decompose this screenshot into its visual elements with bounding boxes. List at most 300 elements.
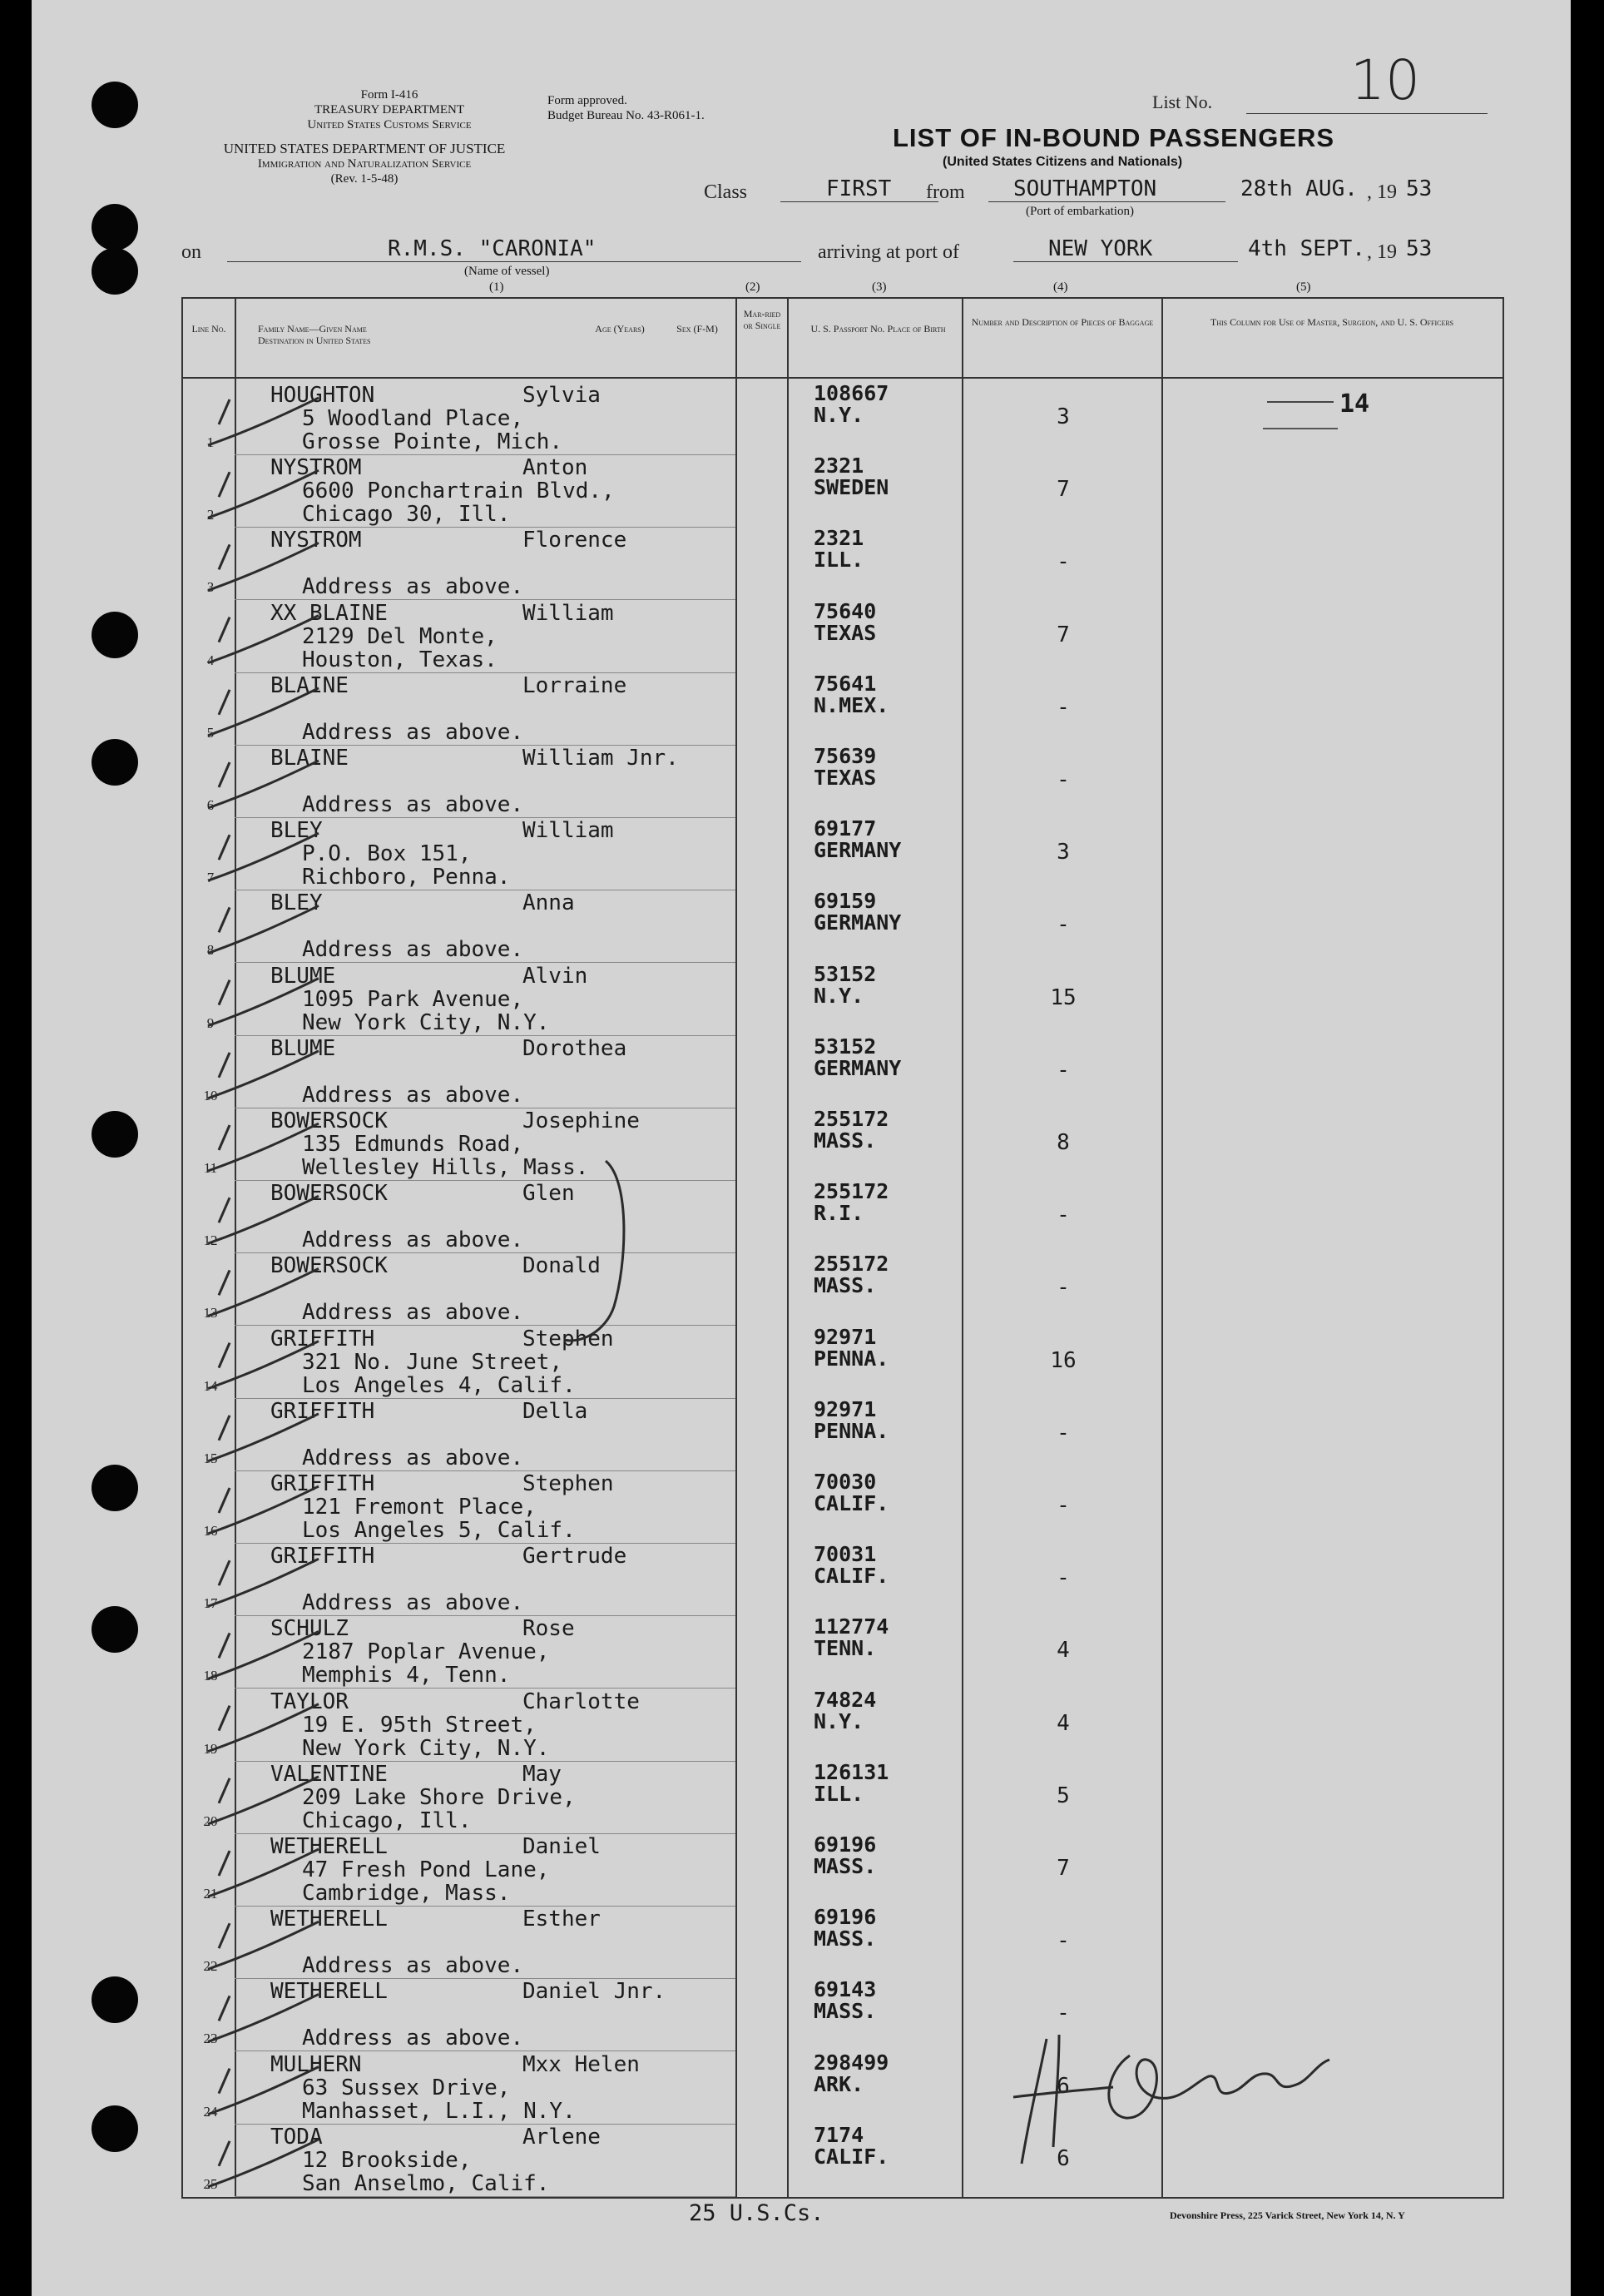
baggage-count: 4 (1057, 1638, 1070, 1664)
class-label: Class (704, 181, 748, 203)
passport-number: 92971 (814, 1324, 877, 1349)
address-line-1: 19 E. 95th Street, (302, 1712, 537, 1738)
passport-cell (814, 2052, 889, 2095)
line-number: 16 (203, 1523, 218, 1539)
table-row (32, 383, 1571, 455)
passport-number: 74824 (814, 1687, 877, 1712)
passport-cell (814, 528, 864, 571)
arrival-year: 53 (1406, 236, 1433, 261)
place-of-birth: TENN. (814, 1636, 877, 1661)
given-name: Anton (522, 455, 588, 481)
address-line-2: New York City, N.Y. (302, 1735, 550, 1761)
address-line-2: Address as above. (302, 1445, 524, 1470)
line-number: 3 (206, 579, 215, 596)
baggage-count: - (1057, 767, 1070, 792)
place-of-birth: CALIF. (814, 1491, 889, 1515)
passport-cell (814, 673, 889, 717)
arriving-label: arriving at port of (818, 241, 959, 263)
table-row (32, 1396, 1571, 1471)
family-name: BOWERSOCK (270, 1108, 388, 1133)
family-name: NYSTROM (270, 455, 362, 481)
baggage-count: - (1057, 1928, 1070, 1954)
passport-cell (814, 455, 889, 498)
passport-cell (814, 1108, 889, 1152)
embarkation-year: 53 (1406, 176, 1433, 201)
table-row (32, 528, 1571, 600)
table-row (32, 1834, 1571, 1907)
baggage-count: - (1057, 1203, 1070, 1228)
form-approved-text: Form approved. (547, 94, 627, 107)
passport-number: 69177 (814, 816, 877, 841)
passport-cell (814, 890, 901, 934)
header-sex: Sex (F-M) (676, 323, 718, 335)
baggage-count: 6 (1057, 2073, 1070, 2099)
passport-cell (814, 1471, 889, 1515)
family-name: TAYLOR (270, 1689, 349, 1714)
passport-number: 69159 (814, 889, 877, 914)
header-married: Mar-ried or Single (743, 308, 781, 331)
address-line-2: Grosse Pointe, Mich. (302, 429, 563, 454)
class-value: FIRST (826, 176, 892, 201)
passport-number: 53152 (814, 961, 877, 986)
address-line-2: Los Angeles 5, Calif. (302, 1518, 576, 1543)
address-line-1: 47 Fresh Pond Lane, (302, 1857, 550, 1882)
address-line-1: 1095 Park Avenue, (302, 986, 524, 1012)
line-number: 11 (203, 1160, 218, 1176)
given-name: Della (522, 1398, 588, 1424)
baggage-count: - (1057, 1057, 1070, 1083)
table-row (32, 1181, 1571, 1253)
address-line-1: 2187 Poplar Avenue, (302, 1639, 550, 1665)
passport-cell (814, 2122, 889, 2169)
passport-number: 255172 (814, 1252, 889, 1277)
line-number: 19 (203, 1740, 218, 1757)
address-line-2: Richboro, Penna. (302, 865, 511, 890)
passport-number: 75640 (814, 598, 877, 623)
col-num-1: (1) (489, 280, 504, 294)
page-subtitle: (United States Citizens and Nationals) (943, 155, 1183, 169)
table-top-border (181, 297, 1504, 299)
line-number: 21 (203, 1886, 218, 1902)
passport-cell (814, 1181, 889, 1224)
table-row (32, 2122, 1571, 2197)
address-line-1: P.O. Box 151, (302, 841, 472, 867)
given-name: Alvin (522, 963, 588, 989)
given-name: Gertrude (522, 1544, 627, 1570)
place-of-birth: N.MEX. (814, 692, 889, 717)
place-of-birth: MASS. (814, 1854, 877, 1878)
header-family-name: Family Name—Given Name (258, 323, 367, 335)
immigration-service: Immigration and Naturalization Service (257, 157, 472, 171)
family-name: VALENTINE (270, 1761, 388, 1787)
place-of-birth: N.Y. (814, 983, 864, 1008)
passport-cell (814, 1979, 876, 2022)
passport-cell (814, 1907, 876, 1950)
address-line-1: 5 Woodland Place, (302, 406, 524, 431)
col-num-3: (3) (872, 280, 887, 294)
port-caption: (Port of embarkation) (1026, 205, 1134, 218)
given-name: Stephen (522, 1326, 614, 1351)
baggage-count: 8 (1057, 1130, 1070, 1155)
address-line-1: 121 Fremont Place, (302, 1495, 537, 1520)
address-line-2: Address as above. (302, 792, 524, 817)
address-line-2: Address as above. (302, 574, 524, 600)
address-line-2: Manhasset, L.I., N.Y. (302, 2098, 576, 2124)
place-of-birth: GERMANY (814, 838, 902, 863)
list-number-line (1246, 113, 1488, 114)
table-row (32, 1108, 1571, 1181)
passport-number: 75641 (814, 671, 877, 696)
passport-number: 53152 (814, 1034, 877, 1059)
table-header-border (181, 377, 1504, 379)
address-line-2: Address as above. (302, 1227, 524, 1253)
place-of-birth: MASS. (814, 1927, 877, 1951)
passport-number: 70030 (814, 1470, 877, 1494)
passport-cell (814, 383, 889, 426)
baggage-count: - (1057, 1275, 1070, 1301)
class-underline (780, 201, 938, 202)
place-of-birth: N.Y. (814, 403, 864, 427)
table-row (32, 1324, 1571, 1399)
baggage-count: 4 (1057, 1710, 1070, 1736)
family-name: HOUGHTON (270, 383, 375, 408)
from-label: from (926, 181, 965, 203)
table-row (32, 1759, 1571, 1834)
family-name: WETHERELL (270, 1907, 388, 1932)
family-name: BLAINE (270, 672, 349, 698)
family-name: BLUME (270, 963, 336, 989)
vessel-name: R.M.S. "CARONIA" (388, 236, 597, 261)
table-row (32, 455, 1571, 528)
passport-number: 126131 (814, 1759, 889, 1784)
col-num-2: (2) (745, 280, 760, 294)
table-row (32, 818, 1571, 890)
address-line-2: Address as above. (302, 719, 524, 745)
baggage-count: 7 (1057, 622, 1070, 647)
family-name: GRIFFITH (270, 1398, 375, 1424)
justice-dept: UNITED STATES DEPARTMENT OF JUSTICE (223, 141, 506, 156)
given-name: William (522, 818, 614, 844)
family-name: BLAINE (270, 746, 349, 771)
baggage-count: 7 (1057, 1856, 1070, 1881)
address-line-2: Address as above. (302, 1953, 524, 1979)
place-of-birth: PENNA. (814, 1346, 889, 1371)
header-age: Age (Years) (595, 323, 645, 335)
table-row (32, 1471, 1571, 1544)
place-of-birth: MASS. (814, 1128, 877, 1153)
place-of-birth: R.I. (814, 1201, 864, 1226)
passport-cell (814, 1324, 889, 1371)
given-name: Glen (522, 1181, 575, 1207)
arrival-port: NEW YORK (1048, 236, 1153, 261)
line-number: 6 (206, 797, 215, 813)
passport-number: 112774 (814, 1614, 889, 1639)
line-number: 24 (203, 2103, 218, 2120)
given-name: Florence (522, 528, 627, 553)
given-name: Mxx Helen (522, 2051, 640, 2077)
passport-cell (814, 1616, 889, 1659)
family-name: XX BLAINE (270, 600, 388, 626)
arrival-date: 4th SEPT. (1248, 236, 1365, 261)
table-row (32, 673, 1571, 746)
line-number: 20 (203, 1813, 218, 1829)
given-name: Dorothea (522, 1035, 627, 1061)
passport-cell (814, 1759, 889, 1806)
baggage-count: 6 (1057, 2145, 1070, 2171)
address-line-2: Address as above. (302, 1082, 524, 1108)
passport-number: 255172 (814, 1179, 889, 1204)
line-number: 7 (206, 870, 215, 886)
treasury-dept: TREASURY DEPARTMENT (314, 103, 465, 117)
passport-cell (814, 1253, 889, 1297)
line-number: 4 (206, 652, 215, 668)
family-name: WETHERELL (270, 1834, 388, 1859)
family-name: BLEY (270, 890, 323, 916)
address-line-1: 2129 Del Monte, (302, 623, 498, 649)
line-number: 9 (206, 1014, 215, 1031)
line-number: 18 (203, 1668, 218, 1684)
form-header-left (281, 87, 498, 132)
line-number: 25 (203, 2175, 218, 2192)
given-name: Charlotte (522, 1689, 640, 1714)
address-line-2: Address as above. (302, 2026, 524, 2051)
family-name: MULHERN (270, 2051, 362, 2077)
embarkation-date: 28th AUG. (1240, 176, 1358, 201)
punch-hole (92, 82, 138, 128)
family-name: BOWERSOCK (270, 1253, 388, 1279)
address-line-2: Cambridge, Mass. (302, 1881, 511, 1906)
given-name: Sylvia (522, 383, 601, 408)
passport-number: 2321 (814, 454, 864, 479)
footer-total: 25 U.S.Cs. (689, 2200, 824, 2226)
table-row (32, 2052, 1571, 2125)
passport-cell (814, 1396, 889, 1443)
given-name: Arlene (522, 2124, 601, 2150)
family-name: GRIFFITH (270, 1471, 375, 1496)
passport-number: 7174 (814, 2122, 864, 2147)
address-line-2: Memphis 4, Tenn. (302, 1663, 511, 1689)
given-name: Lorraine (522, 672, 627, 698)
baggage-count: - (1057, 549, 1070, 575)
family-name: BOWERSOCK (270, 1181, 388, 1207)
place-of-birth: N.Y. (814, 1708, 864, 1733)
passport-number: 92971 (814, 1396, 877, 1421)
header-destination: Destination in United States (258, 335, 371, 346)
line-number: 13 (203, 1305, 218, 1322)
line-number: 23 (203, 2031, 218, 2047)
header-line-no: Line No. (191, 323, 226, 335)
passport-cell (814, 598, 877, 645)
place-of-birth: MASS. (814, 1999, 877, 2024)
on-label: on (181, 241, 201, 263)
header-passport: U. S. Passport No. Place of Birth (810, 323, 946, 335)
place-of-birth: GERMANY (814, 910, 902, 935)
baggage-count: 16 (1050, 1347, 1077, 1373)
revision-date: (Rev. 1-5-48) (330, 172, 399, 186)
arrival-port-underline (1013, 261, 1238, 262)
table-row (32, 1907, 1571, 1979)
passport-number: 2321 (814, 526, 864, 551)
header-baggage: Number and Description of Pieces of Baggage (971, 316, 1154, 328)
address-line-2: Address as above. (302, 1590, 524, 1616)
baggage-count: - (1057, 1493, 1070, 1518)
line-number: 15 (203, 1450, 218, 1466)
passport-number: 298499 (814, 2050, 889, 2075)
baggage-count: 3 (1057, 404, 1070, 429)
family-name: TODA (270, 2124, 323, 2150)
baggage-count: - (1057, 694, 1070, 720)
table-row (32, 1036, 1571, 1108)
baggage-count: 3 (1057, 840, 1070, 865)
address-line-2: Houston, Texas. (302, 647, 498, 672)
table-row (32, 890, 1571, 963)
baggage-count: - (1057, 1420, 1070, 1446)
handwritten-signature (988, 2014, 1338, 2180)
place-of-birth: CALIF. (814, 1564, 889, 1589)
line-number: 8 (206, 942, 215, 959)
passport-number: 75639 (814, 744, 877, 768)
given-name: William (522, 600, 614, 626)
given-name: May (522, 1761, 562, 1787)
passport-number: 69196 (814, 1832, 877, 1857)
address-line-1: 135 Edmunds Road, (302, 1132, 524, 1157)
officer-note: 14 (1339, 389, 1370, 419)
line-number: 10 (203, 1087, 218, 1103)
family-name: NYSTROM (270, 528, 362, 553)
place-of-birth: PENNA. (814, 1418, 889, 1443)
address-line-1: 209 Lake Shore Drive, (302, 1784, 576, 1810)
family-name: BLEY (270, 818, 323, 844)
table-row (32, 1544, 1571, 1616)
line-number: 22 (203, 1958, 218, 1975)
passport-number: 69196 (814, 1905, 877, 1930)
place-of-birth: CALIF. (814, 2144, 889, 2169)
col-num-4: (4) (1053, 280, 1068, 294)
baggage-count: - (1057, 1565, 1070, 1591)
passport-cell (814, 1834, 876, 1877)
family-name: GRIFFITH (270, 1544, 375, 1570)
address-line-2: San Anselmo, Calif. (302, 2170, 550, 2196)
passport-cell (814, 818, 901, 861)
given-name: Donald (522, 1253, 601, 1279)
table-row (32, 746, 1571, 818)
place-of-birth: ILL. (814, 548, 864, 573)
punch-hole (92, 248, 138, 295)
form-number: Form I-416 (360, 88, 418, 102)
arrival-year-prefix: , 19 (1367, 241, 1397, 263)
line-number: 14 (203, 1377, 218, 1394)
family-name: BLUME (270, 1035, 336, 1061)
header-officers: This Column for Use of Master, Surgeon, and U. S. Officers (1210, 316, 1454, 328)
given-name: Rose (522, 1616, 575, 1642)
vessel-caption: (Name of vessel) (464, 265, 550, 278)
address-line-2: Address as above. (302, 1300, 524, 1326)
customs-service: United States Customs Service (307, 118, 472, 131)
passport-cell (814, 746, 876, 789)
table-row (32, 1979, 1571, 2051)
given-name: Anna (522, 890, 575, 916)
given-name: Daniel Jnr. (522, 1979, 666, 2005)
passport-cell (814, 1689, 876, 1733)
line-number: 17 (203, 1595, 218, 1612)
passport-number: 108667 (814, 381, 889, 405)
place-of-birth: MASS. (814, 1273, 877, 1298)
given-name: Esther (522, 1907, 601, 1932)
place-of-birth: ARK. (814, 2071, 864, 2096)
manifest-page (32, 0, 1571, 2296)
col-num-5: (5) (1296, 280, 1311, 294)
address-line-2: Chicago 30, Ill. (302, 502, 511, 528)
printer-imprint: Devonshire Press, 225 Varick Street, New York 14, N. Y (1170, 2209, 1405, 2221)
list-number-label: List No. (1152, 92, 1213, 112)
table-row (32, 961, 1571, 1036)
address-line-2: Address as above. (302, 937, 524, 963)
line-number: 12 (203, 1232, 218, 1249)
table-row (32, 1689, 1571, 1762)
list-number-handwritten: 10 (1350, 48, 1420, 112)
place-of-birth: TEXAS (814, 766, 877, 790)
passport-number: 70031 (814, 1542, 877, 1567)
address-line-1: 63 Sussex Drive, (302, 2075, 511, 2100)
passport-number: 255172 (814, 1107, 889, 1131)
place-of-birth: GERMANY (814, 1055, 902, 1080)
vessel-underline (227, 261, 801, 262)
family-name: SCHULZ (270, 1616, 349, 1642)
family-name: WETHERELL (270, 1979, 388, 2005)
embarkation-year-prefix: , 19 (1367, 181, 1397, 203)
table-row (32, 1253, 1571, 1326)
table-bottom-border (181, 2197, 1504, 2199)
address-line-1: 12 Brookside, (302, 2147, 472, 2173)
baggage-count: 5 (1057, 1783, 1070, 1808)
given-name: Josephine (522, 1108, 640, 1133)
passport-cell (814, 961, 877, 1008)
baggage-count: 15 (1050, 984, 1077, 1010)
given-name: Daniel (522, 1834, 601, 1859)
address-line-1: 6600 Ponchartrain Blvd., (302, 479, 615, 504)
form-approval (547, 93, 705, 123)
baggage-count: - (1057, 912, 1070, 938)
address-line-2: Los Angeles 4, Calif. (302, 1372, 576, 1398)
baggage-count: - (1057, 2001, 1070, 2026)
passport-number: 69143 (814, 1977, 877, 2002)
port-underline (988, 201, 1225, 202)
place-of-birth: TEXAS (814, 620, 877, 645)
family-name: GRIFFITH (270, 1326, 375, 1351)
table-row (32, 598, 1571, 673)
address-line-2: Wellesley Hills, Mass. (302, 1155, 589, 1180)
given-name: Stephen (522, 1471, 614, 1496)
row-separator (235, 2196, 735, 2197)
address-line-1: 321 No. June Street, (302, 1349, 563, 1375)
address-line-2: Chicago, Ill. (302, 1808, 472, 1833)
table-row (32, 1616, 1571, 1689)
budget-bureau-text: Budget Bureau No. 43-R061-1. (547, 109, 705, 122)
place-of-birth: SWEDEN (814, 475, 889, 500)
page-title: LIST OF IN-BOUND PASSENGERS (893, 123, 1335, 152)
line-number: 2 (206, 507, 215, 523)
address-line-2: New York City, N.Y. (302, 1009, 550, 1035)
given-name: William Jnr. (522, 746, 679, 771)
passport-cell (814, 1544, 889, 1587)
line-number: 1 (206, 434, 215, 450)
punch-hole (92, 204, 138, 250)
justice-header (181, 141, 547, 186)
port-of-embarkation: SOUTHAMPTON (1013, 176, 1157, 201)
passport-cell (814, 1036, 901, 1079)
place-of-birth: ILL. (814, 1781, 864, 1806)
line-number: 5 (206, 724, 215, 741)
